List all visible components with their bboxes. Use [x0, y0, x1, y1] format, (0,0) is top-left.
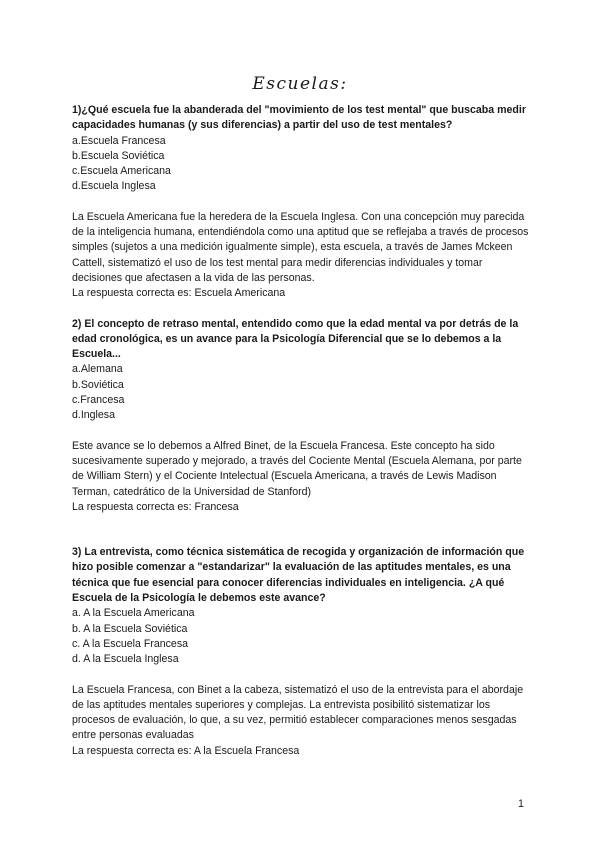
option-c: c. A la Escuela Francesa — [72, 637, 189, 650]
correct-answer: La respuesta correcta es: Francesa — [72, 500, 239, 513]
option-c: c.Escuela Americana — [72, 165, 171, 178]
correct-answer: La respuesta correcta es: A la Escuela Francesa — [72, 744, 300, 757]
explanation: Este avance se lo debemos a Alfred Binet, de la Escuela Francesa. Este concepto ha sido sucesivamente superado y mejorado, a través del Cociente Mental (Escuela Alemana, por parte de William Stern) y el Cociente Intelectual (Escuela Americana, a través de Lewis Madison Terman, catedrático de la Universidad de Stanford) — [72, 439, 522, 498]
page-number: 1 — [518, 798, 524, 810]
option-b: b.Escuela Soviética — [72, 149, 165, 162]
explanation: La Escuela Americana fue la heredera de la Escuela Inglesa. Con una concepción muy parecida de la inteligencia humana, entendiéndola como una aptitud que se reflejaba a través de procesos simples (sujetos a una medición igualmente simple), esta escuela, a través de James Mckeen Cattell, sistematizó el uso de los test mental para medir diferencias individuales y tomar decisiones que afectasen a la vida de las personas. — [72, 210, 529, 284]
question-text: 2) El concepto de retraso mental, entendido como que la edad mental va por detrás de la edad cronológica, es un avance para la Psicología Diferencial que se lo debemos a la Escuela... — [72, 317, 519, 361]
option-b: b.Soviética — [72, 378, 124, 391]
correct-answer: La respuesta correcta es: Escuela Americana — [72, 287, 286, 300]
option-d: d.Inglesa — [72, 409, 115, 422]
question-text: 1)¿Qué escuela fue la abanderada del "movimiento de los test mental" que buscaba medir capacidades humanas (y sus diferencias) a partir del uso de test mentales? — [72, 104, 526, 132]
question-text: 3) La entrevista, como técnica sistemática de recogida y organización de información que hizo posible comenzar a "estandarizar" la evaluación de las aptitudes mentales, es una técnica que fue esencial para conocer diferencias individuales en inteligencia. ¿A qué Escuela de la Psicología le debemos este avance? — [72, 546, 525, 605]
question-3 — [72, 545, 532, 759]
option-b: b. A la Escuela Soviética — [72, 622, 188, 635]
option-a: a.Escuela Francesa — [72, 134, 166, 147]
option-c: c.Francesa — [72, 394, 125, 407]
option-a: a.Alemana — [72, 363, 123, 376]
explanation: La Escuela Francesa, con Binet a la cabeza, sistematizó el uso de la entrevista para el abordaje de las aptitudes mentales superiores y complejas. La entrevista posibilitó sistematizar los procesos de evaluación, lo que, a su vez, permitió establecer comparaciones menos sesgadas entre personas evaluadas — [72, 683, 524, 742]
page-title: Escuelas: — [252, 74, 348, 94]
option-a: a. A la Escuela Americana — [72, 607, 195, 620]
option-d: d.Escuela Inglesa — [72, 180, 156, 193]
question-1 — [72, 103, 532, 302]
option-d: d. A la Escuela Inglesa — [72, 653, 179, 666]
document-body — [72, 103, 532, 759]
question-2 — [72, 317, 532, 516]
